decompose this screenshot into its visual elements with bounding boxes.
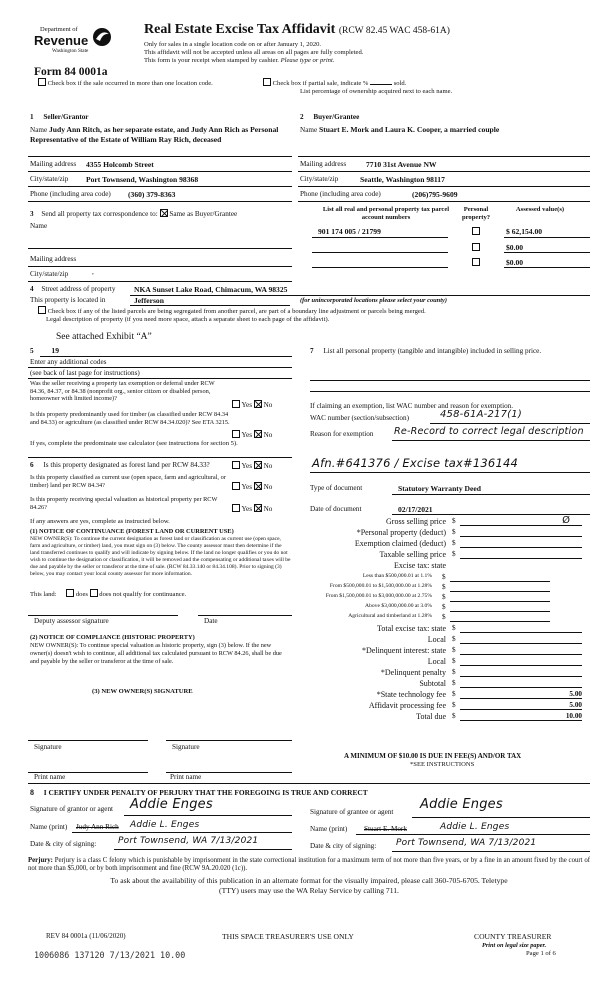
- header-note-3-text: This form is your receipt when stamped by cashier.: [144, 57, 279, 64]
- total-label: *State technology fee: [376, 690, 446, 699]
- fee-row: [300, 561, 590, 572]
- s5-row: [30, 346, 59, 356]
- parcel-row-2-value[interactable]: $0.00: [506, 243, 524, 252]
- buyer-name-value: Stuart E. Mork and Laura K. Cooper, a married couple: [318, 125, 500, 134]
- afn-value[interactable]: Afn.#641376 / Excise tax#136144: [312, 456, 518, 470]
- total-label: Subtotal: [419, 679, 446, 688]
- s6-q2-yes-checkbox[interactable]: [232, 482, 240, 490]
- fee-dollar: $: [452, 539, 456, 547]
- total-amount[interactable]: 5.00: [460, 690, 582, 699]
- partial-sale-sold: sold.: [393, 80, 407, 87]
- same-as-buyer-checkbox[interactable]: [160, 209, 168, 217]
- owner-print-label-2: Print name: [170, 773, 202, 781]
- buyer-heading: [300, 113, 359, 122]
- cashier-stamp: 1006086 137120 7/13/2021 10.00: [34, 950, 186, 960]
- doc-date-label: Date of document: [310, 505, 362, 513]
- partial-sale-label: Check box if partial sale, indicate %: [272, 80, 369, 87]
- total-amount[interactable]: [460, 668, 582, 677]
- total-dollar: $: [452, 690, 456, 698]
- corr-city-label: City/state/zip: [30, 270, 69, 278]
- logo-swoosh-icon: [92, 27, 112, 47]
- notice-1-text: NEW OWNER(S): To continue the current designation as forest land or classification as current use (open space, farm and agriculture, or timber) land, you must sign on (3) below. The county assessor must then determine if the land transferred continues to qualify and will indicate by signing below. If the land no longer qualifies or you do not wish to continue the designation or classification, it will be removed and the compensating or additional taxes will be due and payable by the seller or transferor at the time of sale. (RCW 84.33.140 or 84.34.108). Prior to signing (3) below, you may contact your local county assessor for more information.: [30, 536, 291, 578]
- total-label: Local: [427, 657, 446, 666]
- buyer-phone-label: Phone (including area code): [300, 190, 381, 198]
- bracket-amount[interactable]: [450, 573, 550, 582]
- seller-heading-text: Seller/Grantor: [43, 113, 89, 121]
- segregated-label: Check box if any of the listed parcels are being segregated from another parcel, are part of a boundary line adjustment or parcels being merged.: [47, 308, 426, 315]
- total-row: [300, 624, 590, 635]
- total-dollar: $: [452, 712, 456, 720]
- total-label: *Delinquent penalty: [380, 668, 446, 677]
- grantee-date-value[interactable]: Port Townsend, WA 7/13/2021: [396, 838, 537, 848]
- s6-q3-no-label: No: [263, 505, 273, 513]
- total-amount[interactable]: 10.00: [460, 712, 582, 721]
- parcel-row-2-personal-checkbox[interactable]: [472, 243, 480, 251]
- header-note-3-italic: Please type or print.: [280, 57, 335, 64]
- grantee-name-value[interactable]: Addie L. Enges: [440, 822, 510, 832]
- seller-name-field[interactable]: [30, 125, 292, 144]
- corr-mail-label: Mailing address: [30, 255, 77, 263]
- s5-q1-yes-no: [232, 400, 272, 410]
- fee-label: Excise tax: state: [394, 561, 446, 570]
- seller-num: 1: [30, 113, 34, 121]
- notice-2-text: NEW OWNER(S): To continue special valuation as historic property, sign (3) below. If the new owner(s) doesn't wish to continue, all additional tax calculated pursuant to RCW 84.26, shall be due and payable by the seller or transferor at the time of sale.: [30, 642, 282, 665]
- grantor-signature[interactable]: Addie Enges: [130, 797, 213, 812]
- fee-amount[interactable]: Ø: [460, 517, 582, 526]
- reason-label: Reason for exemption: [310, 430, 374, 438]
- total-dollar: $: [452, 646, 456, 654]
- total-amount[interactable]: [460, 624, 582, 633]
- s6-q3-no-checkbox[interactable]: [254, 504, 262, 512]
- parcel-row-3-value[interactable]: $0.00: [506, 258, 524, 267]
- corr-text: Send all property tax correspondence to:: [41, 210, 158, 218]
- bracket-amount[interactable]: [450, 613, 550, 622]
- perjury-notice: [28, 857, 590, 873]
- buyer-mail-value[interactable]: 7710 31st Avenue NW: [366, 160, 437, 169]
- parcel-header-assessed: Assessed value(s): [515, 206, 565, 213]
- s5-q2-yes-label: Yes: [241, 431, 252, 439]
- buyer-phone-value[interactable]: (206)795-9609: [412, 190, 458, 199]
- this-land-row: [30, 589, 186, 599]
- bracket-dollar: $: [442, 603, 446, 611]
- buyer-city-label: City/state/zip: [300, 175, 339, 183]
- total-row: [300, 657, 590, 668]
- correspondence-row: [30, 209, 237, 219]
- fee-row: [300, 539, 590, 550]
- s6-q1-yes-label: Yes: [241, 462, 252, 470]
- s5-q1-no-checkbox[interactable]: [254, 400, 262, 408]
- does-checkbox[interactable]: [66, 589, 74, 597]
- s5-q1-no-label: No: [263, 401, 273, 409]
- perjury-label: Perjury:: [28, 857, 53, 864]
- seller-mail-value[interactable]: 4355 Holcomb Street: [86, 160, 154, 169]
- additional-codes-label: Enter any additional codes: [30, 358, 107, 366]
- exhibit-text: See attached Exhibit “A”: [56, 332, 152, 342]
- fee-dollar: $: [452, 528, 456, 536]
- bracket-dollar: $: [442, 613, 446, 621]
- total-label: Total excise tax: state: [377, 624, 446, 633]
- s6-q2-no-checkbox[interactable]: [254, 482, 262, 490]
- ownership-pct-note: List percentage of ownership acquired next to each name.: [300, 88, 453, 95]
- footer-page: Page 1 of 6: [526, 950, 556, 957]
- s6-q2-yes-no: [232, 482, 272, 492]
- parcel-header-personal: Personal property?: [461, 206, 491, 221]
- s8-num: 8: [30, 788, 34, 797]
- doc-type-label: Type of document: [310, 484, 363, 492]
- buyer-heading-text: Buyer/Grantee: [313, 113, 360, 121]
- doc-date-value[interactable]: 02/17/2021: [398, 505, 433, 514]
- parcel-row-1-value[interactable]: $ 62,154.00: [506, 227, 543, 236]
- wac-label: WAC number (section/subsection): [310, 414, 410, 422]
- same-as-buyer-label: Same as Buyer/Grantee: [169, 210, 238, 218]
- footer-treasurer-space: THIS SPACE TREASURER'S USE ONLY: [222, 932, 354, 941]
- s6-q2: Is this property classified as current use (open space, farm and agricultural, or timber) land per RCW 84.34?: [30, 474, 226, 489]
- bracket-dollar: $: [442, 593, 446, 601]
- buyer-name-field[interactable]: [300, 125, 590, 135]
- s7-row: [310, 347, 582, 356]
- footer-county: COUNTY TREASURER: [474, 932, 552, 941]
- bracket-label: Less than $500,000.01 at 1.1%: [362, 573, 432, 579]
- total-amount[interactable]: [460, 635, 582, 644]
- deputy-date-label: Date: [204, 617, 218, 625]
- grantor-name-value[interactable]: Addie L. Enges: [130, 820, 200, 830]
- s6-q1-row: [30, 461, 210, 470]
- s6-q3: Is this property receiving special valuation as historical property per RCW 84.26?: [30, 496, 218, 511]
- street-value[interactable]: NKA Sunset Lake Road, Chimacum, WA 98325: [134, 285, 288, 294]
- does-label: does: [75, 591, 88, 598]
- total-label: Affidavit processing fee: [368, 701, 446, 710]
- total-dollar: $: [452, 635, 456, 643]
- owner-print-label-1: Print name: [34, 773, 66, 781]
- notice-3-title: (3) NEW OWNER(S) SIGNATURE: [92, 688, 193, 695]
- s6-q1-yes-no: [232, 461, 272, 471]
- corr-name-label: Name: [30, 222, 48, 230]
- total-dollar: $: [452, 624, 456, 632]
- total-label: Total due: [416, 712, 446, 721]
- grantor-date-label: Date & city of signing:: [30, 840, 97, 848]
- bracket-label: Agricultural and timberland at 1.28%: [348, 613, 432, 619]
- s6-q3-yes-label: Yes: [241, 505, 252, 513]
- grantee-sig-label: Signature of grantee or agent: [310, 808, 394, 816]
- street-label: Street address of property: [41, 285, 116, 293]
- s6-q1: Is this property designated as forest land per RCW 84.33?: [43, 461, 210, 469]
- located-label: This property is located in: [30, 296, 106, 304]
- grantor-sig-label: Signature of grantor or agent: [30, 805, 114, 813]
- minimum-note: A MINIMUM OF $10.00 IS DUE IN FEE(S) AND/OR TAX: [344, 752, 522, 760]
- s5-q1: Was the seller receiving a property tax exemption or deferral under RCW 84.36, 84.37, or 84.38 (nonprofit org., senior citizen or disabled person, homeowner with limited income)?: [30, 380, 215, 403]
- s6-q2-yes-label: Yes: [241, 483, 252, 491]
- total-dollar: $: [452, 679, 456, 687]
- fee-amount[interactable]: [460, 528, 582, 537]
- corr-city-value[interactable]: ,: [92, 268, 94, 276]
- s5-q2b: If yes, complete the predominate use calculator (see instructions for section 5).: [30, 440, 238, 447]
- s5-q2-no-checkbox[interactable]: [254, 430, 262, 438]
- parcel-header-accounts: List all real and personal property tax parcel account numbers: [322, 206, 450, 221]
- does-not-label: does not qualify for continuance.: [99, 591, 187, 598]
- total-dollar: $: [452, 701, 456, 709]
- total-row: [300, 690, 590, 701]
- buyer-num: 2: [300, 113, 304, 121]
- total-amount[interactable]: [460, 657, 582, 666]
- this-land-label: This land:: [30, 591, 57, 598]
- bracket-label: Above $3,000,000.00 at 3.0%: [365, 603, 432, 609]
- total-amount[interactable]: 5.00: [460, 701, 582, 710]
- exempt-claim-label: If claiming an exemption, list WAC number and reason for exemption.: [310, 402, 514, 410]
- s6-num: 6: [30, 461, 34, 469]
- does-not-checkbox[interactable]: [90, 589, 98, 597]
- multi-location-label: Check box if the sale occurred in more than one location code.: [47, 80, 213, 87]
- s7-num: 7: [310, 347, 314, 355]
- alt-format-1: To ask about the availability of this publication in an alternate format for the visually impaired, please call 360-705-6705. Teletype: [110, 876, 508, 885]
- grantee-signature[interactable]: Addie Enges: [420, 797, 503, 812]
- s6-q1-no-label: No: [263, 462, 273, 470]
- wac-value[interactable]: 458-61A-217(1): [440, 409, 522, 420]
- total-dollar: $: [452, 668, 456, 676]
- doc-type-value[interactable]: Statutory Warranty Deed: [398, 484, 481, 493]
- bracket-row: [300, 613, 590, 624]
- seller-city-value[interactable]: Port Townsend, Washington 98368: [86, 175, 199, 184]
- grantee-name-struck: Stuart E. Mork: [364, 825, 407, 833]
- fee-label: *Personal property (deduct): [356, 528, 446, 537]
- header-note-2: This affidavit will not be accepted unless all areas on all pages are fully completed.: [144, 49, 364, 56]
- buyer-name-label: Name: [300, 126, 318, 134]
- bracket-amount[interactable]: [450, 593, 550, 602]
- seller-name-label: Name: [30, 126, 48, 134]
- fee-amount[interactable]: [460, 539, 582, 548]
- s5-q2-no-label: No: [263, 431, 273, 439]
- grantor-date-value[interactable]: Port Townsend, WA 7/13/2021: [118, 836, 259, 846]
- parcel-row-1-personal-checkbox[interactable]: [472, 227, 480, 235]
- s7-text: List all personal property (tangible and intangible) included in selling price.: [323, 347, 542, 355]
- reason-value[interactable]: Re-Record to correct legal description: [394, 426, 584, 437]
- seller-phone-label: Phone (including area code): [30, 190, 111, 198]
- notice-2-title: (2) NOTICE OF COMPLIANCE (HISTORIC PROPERTY): [30, 634, 195, 641]
- total-amount[interactable]: [460, 679, 582, 688]
- s5-q2-yes-no: [232, 430, 272, 440]
- legal-desc-label: Legal description of property (if you need more space, attach a separate sheet to each page of the affidavit).: [46, 316, 330, 323]
- fee-dollar: $: [452, 550, 456, 558]
- fee-label: Gross selling price: [386, 517, 446, 526]
- seller-heading: [30, 113, 89, 122]
- parcel-row-1-number[interactable]: 901 174 005 / 21799: [318, 227, 381, 236]
- bracket-amount[interactable]: [450, 583, 550, 592]
- fee-label: Taxable selling price: [379, 550, 446, 559]
- bracket-label: From $500,000.01 to $1,500,000.00 at 1.28%: [329, 583, 432, 589]
- loc-num: 4: [30, 285, 34, 293]
- total-row: [300, 712, 590, 723]
- seller-phone-value[interactable]: (360) 379-8363: [128, 190, 176, 199]
- segregated-checkbox-row[interactable]: [38, 306, 426, 316]
- s5-q1-yes-label: Yes: [241, 401, 252, 409]
- header-note-1: Only for sales in a single location code on or after January 1, 2020.: [144, 41, 322, 48]
- form-number: Form 84 0001a: [34, 66, 108, 78]
- certify-text: I CERTIFY UNDER PENALTY OF PERJURY THAT THE FOREGOING IS TRUE AND CORRECT: [43, 788, 368, 797]
- buyer-mail-label: Mailing address: [300, 160, 347, 168]
- owner-sig-label-2: Signature: [172, 743, 200, 751]
- perjury-text: Perjury is a class C felony which is punishable by imprisonment in the state correctional institution for a maximum term of not more than five years, or by a fine in an amount fixed by the court of not more than $5,000, or by both imprisonment and fine (RCW 9A.20.020 (1c)).: [28, 857, 590, 873]
- s6-q3-yes-no: [232, 504, 272, 514]
- unincorporated-note: (for unincorporated locations please select your county): [300, 297, 447, 304]
- fee-dollar: $: [452, 517, 456, 525]
- total-dollar: $: [452, 657, 456, 665]
- s6-if-yes: If any answers are yes, complete as instructed below.: [30, 518, 170, 525]
- fee-row: [300, 517, 590, 528]
- owner-sig-label-1: Signature: [34, 743, 62, 751]
- header-note-3: [144, 57, 334, 65]
- s5-q2: Is this property predominantly used for timber (as classified under RCW 84.34 and 84.33) or agriculture (as classified under RCW 84.34.020)? See ETA 3215.: [30, 411, 230, 426]
- multi-location-checkbox[interactable]: [38, 78, 213, 88]
- form-title-text: Real Estate Excise Tax Affidavit: [144, 22, 336, 37]
- total-label: Local: [427, 635, 446, 644]
- s6-q1-no-checkbox[interactable]: [254, 461, 262, 469]
- s5-q1-yes-checkbox[interactable]: [232, 400, 240, 408]
- total-row: [300, 668, 590, 679]
- total-row: [300, 679, 590, 690]
- total-row: [300, 701, 590, 712]
- s6-q3-yes-checkbox[interactable]: [232, 504, 240, 512]
- fee-label: Exemption claimed (deduct): [354, 539, 446, 548]
- grantee-date-label: Date & city of signing:: [310, 842, 377, 850]
- located-value[interactable]: Jefferson: [134, 296, 164, 305]
- see-back-note: (see back of last page for instructions): [30, 369, 140, 377]
- logo-dept: Department of: [40, 26, 78, 33]
- footer-rev: REV 84 0001a (11/06/2020): [46, 932, 126, 940]
- footer-legal-size: Print on legal size paper.: [482, 942, 547, 949]
- fee-amount[interactable]: [460, 550, 582, 559]
- s5-code[interactable]: 19: [51, 346, 59, 355]
- bracket-dollar: $: [442, 573, 446, 581]
- street-row: [30, 285, 115, 294]
- bracket-label: From $1,500,000.01 to $3,000,000.00 at 2.75%: [325, 593, 432, 599]
- fee-row: [300, 528, 590, 539]
- form-title: [144, 22, 450, 39]
- seller-city-label: City/state/zip: [30, 175, 69, 183]
- grantor-name-struck: Judy Ann Rich: [76, 823, 119, 831]
- seller-mail-label: Mailing address: [30, 160, 77, 168]
- corr-num: 3: [30, 210, 34, 218]
- see-instructions: *SEE INSTRUCTIONS: [410, 761, 475, 768]
- total-label: *Delinquent interest: state: [362, 646, 446, 655]
- partial-sale-checkbox[interactable]: [263, 78, 406, 88]
- bracket-dollar: $: [442, 583, 446, 591]
- alt-format-2: (TTY) users may use the WA Relay Service by calling 711.: [219, 886, 399, 895]
- s6-q1-yes-checkbox[interactable]: [232, 461, 240, 469]
- parcel-row-3-personal-checkbox[interactable]: [472, 258, 480, 266]
- deputy-sig-label: Deputy assessor signature: [34, 617, 109, 625]
- total-amount[interactable]: [460, 646, 582, 655]
- fee-row: [300, 550, 590, 561]
- logo-revenue: Revenue: [34, 33, 89, 48]
- total-row: [300, 646, 590, 657]
- form-title-rcw: (RCW 82.45 WAC 458-61A): [338, 26, 450, 36]
- logo-state: Washington State: [52, 48, 89, 54]
- total-row: [300, 635, 590, 646]
- seller-name-value: Judy Ann Ritch, as her separate estate, and Judy Ann Rich as Personal Representative of the Estate of William Ray Rich, deceased: [30, 125, 279, 144]
- buyer-city-value[interactable]: Seattle, Washington 98117: [360, 175, 445, 184]
- revenue-logo: [34, 26, 116, 56]
- grantee-name-label: Name (print): [310, 825, 348, 833]
- grantor-name-label: Name (print): [30, 823, 68, 831]
- bracket-amount[interactable]: [450, 603, 550, 612]
- s5-num: 5: [30, 347, 34, 355]
- s5-q2-yes-checkbox[interactable]: [232, 430, 240, 438]
- notice-1-title: (1) NOTICE OF CONTINUANCE (FOREST LAND OR CURRENT USE): [30, 528, 234, 535]
- s6-q2-no-label: No: [263, 483, 273, 491]
